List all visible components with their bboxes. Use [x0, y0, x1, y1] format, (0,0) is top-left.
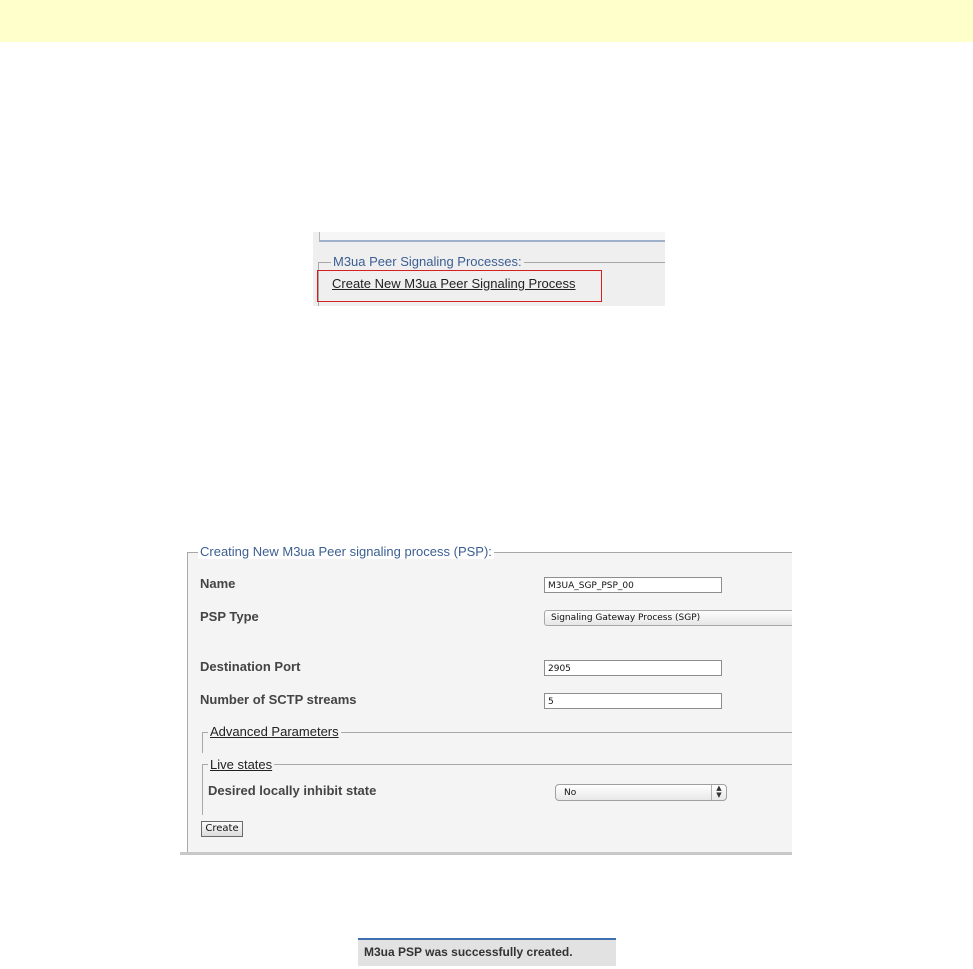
previous-panel-edge — [319, 232, 665, 242]
top-highlight-band — [0, 0, 973, 42]
destination-port-label: Destination Port — [200, 659, 301, 674]
success-message: M3ua PSP was successfully created. — [364, 945, 573, 959]
create-psp-form-snippet — [180, 542, 792, 856]
inhibit-state-value: No — [564, 788, 577, 798]
form-title: Creating New M3ua Peer signaling process (PSP): — [200, 544, 492, 559]
destination-port-input[interactable]: 2905 — [544, 660, 722, 676]
callout-highlight-box — [317, 270, 602, 302]
sctp-streams-input[interactable]: 5 — [544, 693, 722, 709]
psp-section-title: M3ua Peer Signaling Processes: — [333, 254, 522, 269]
sctp-streams-label: Number of SCTP streams — [200, 692, 357, 707]
name-input[interactable]: M3UA_SGP_PSP_00 — [544, 577, 722, 593]
live-states-toggle[interactable]: Live states — [210, 757, 273, 772]
advanced-parameters-toggle[interactable]: Advanced Parameters — [210, 724, 339, 739]
psp-type-label: PSP Type — [200, 609, 259, 624]
inhibit-state-select[interactable] — [555, 784, 727, 801]
updown-arrows-icon: ▲ ▼ — [711, 785, 726, 800]
name-label: Name — [200, 576, 236, 591]
create-psp-link[interactable]: Create New M3ua Peer Signaling Process — [332, 276, 576, 291]
inhibit-state-label: Desired locally inhibit state — [208, 783, 377, 798]
success-message-snippet — [358, 938, 616, 966]
psp-type-select[interactable]: Signaling Gateway Process (SGP) — [544, 610, 792, 626]
psp-list-snippet — [313, 232, 665, 306]
create-button[interactable]: Create — [201, 821, 243, 837]
form-bottom-edge — [180, 852, 792, 855]
